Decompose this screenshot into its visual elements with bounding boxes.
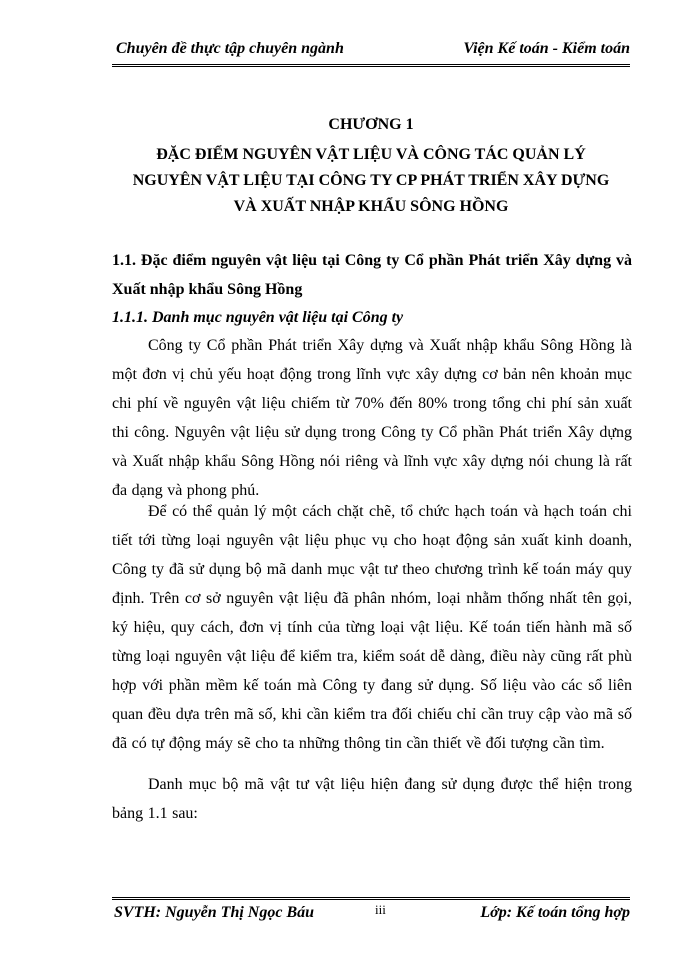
chapter-number: CHƯƠNG 1 — [328, 116, 414, 133]
header-rule — [112, 64, 630, 67]
chapter-title-line-1: ĐẶC ĐIỂM NGUYÊN VẬT LIỆU VÀ CÔNG TÁC QUẢN LÝ — [156, 146, 586, 163]
page-footer — [112, 900, 630, 926]
header-document-title: Chuyên đề thực tập chuyên ngành — [116, 40, 344, 57]
page-header — [112, 38, 630, 64]
chapter-title-line-2: NGUYÊN VẬT LIỆU TẠI CÔNG TY CP PHÁT TRIỂN XÂY DỰNG — [132, 172, 610, 189]
body-paragraph-2: Để có thể quản lý một cách chặt chẽ, tổ chức hạch toán và hạch toán chi tiết tới từng loại nguyên vật liệu phục vụ cho hoạt động sản xuất kinh doanh, Công ty đã sử dụng bộ mã danh mục vật tư theo chương trình kế toán máy quy định. Trên cơ sở nguyên vật liệu đã phân nhóm, loại nhằm thống nhất tên gọi, ký hiệu, quy cách, đơn vị tính của từng loại vật liệu. Kế toán tiến hành mã số từng loại nguyên vật liệu để kiểm tra, kiểm soát dễ dàng, điều này cũng rất phù hợp với phần mềm kế toán mà Công ty đang sử dụng. Số liệu vào các sổ liên quan đều dựa trên mã số, khi cần kiểm tra đối chiếu chỉ cần truy cập vào mã số đã có tự động máy sẽ cho ta những thông tin cần thiết về đối tượng cần tìm. — [112, 503, 632, 752]
section-heading: 1.1. Đặc điểm nguyên vật liệu tại Công ty Cổ phần Phát triển Xây dựng và Xuất nhập khẩu Sông Hồng — [112, 252, 632, 298]
chapter-title-line-3: VÀ XUẤT NHẬP KHẨU SÔNG HỒNG — [233, 198, 509, 215]
footer-page-number: iii — [375, 902, 386, 917]
header-institute: Viện Kế toán - Kiểm toán — [463, 40, 630, 57]
body-paragraph-1: Công ty Cổ phần Phát triển Xây dựng và Xuất nhập khẩu Sông Hồng là một đơn vị chủ yếu hoạt động trong lĩnh vực xây dựng cơ bản nên khoản mục chi phí về nguyên vật liệu chiếm từ 70% đến 80% trong tổng chi phí sản xuất thi công. Nguyên vật liệu sử dụng trong Công ty Cổ phần Phát triển Xây dựng và Xuất nhập khẩu Sông Hồng nói riêng và lĩnh vực xây dựng nói chung là rất đa dạng và phong phú. — [112, 337, 632, 499]
footer-class: Lớp: Kế toán tổng hợp — [480, 904, 630, 921]
footer-student: SVTH: Nguyễn Thị Ngọc Báu — [114, 904, 315, 921]
body-paragraph-3: Danh mục bộ mã vật tư vật liệu hiện đang sử dụng được thể hiện trong bảng 1.1 sau: — [112, 776, 632, 822]
subsection-heading: 1.1.1. Danh mục nguyên vật liệu tại Công ty — [112, 309, 404, 326]
